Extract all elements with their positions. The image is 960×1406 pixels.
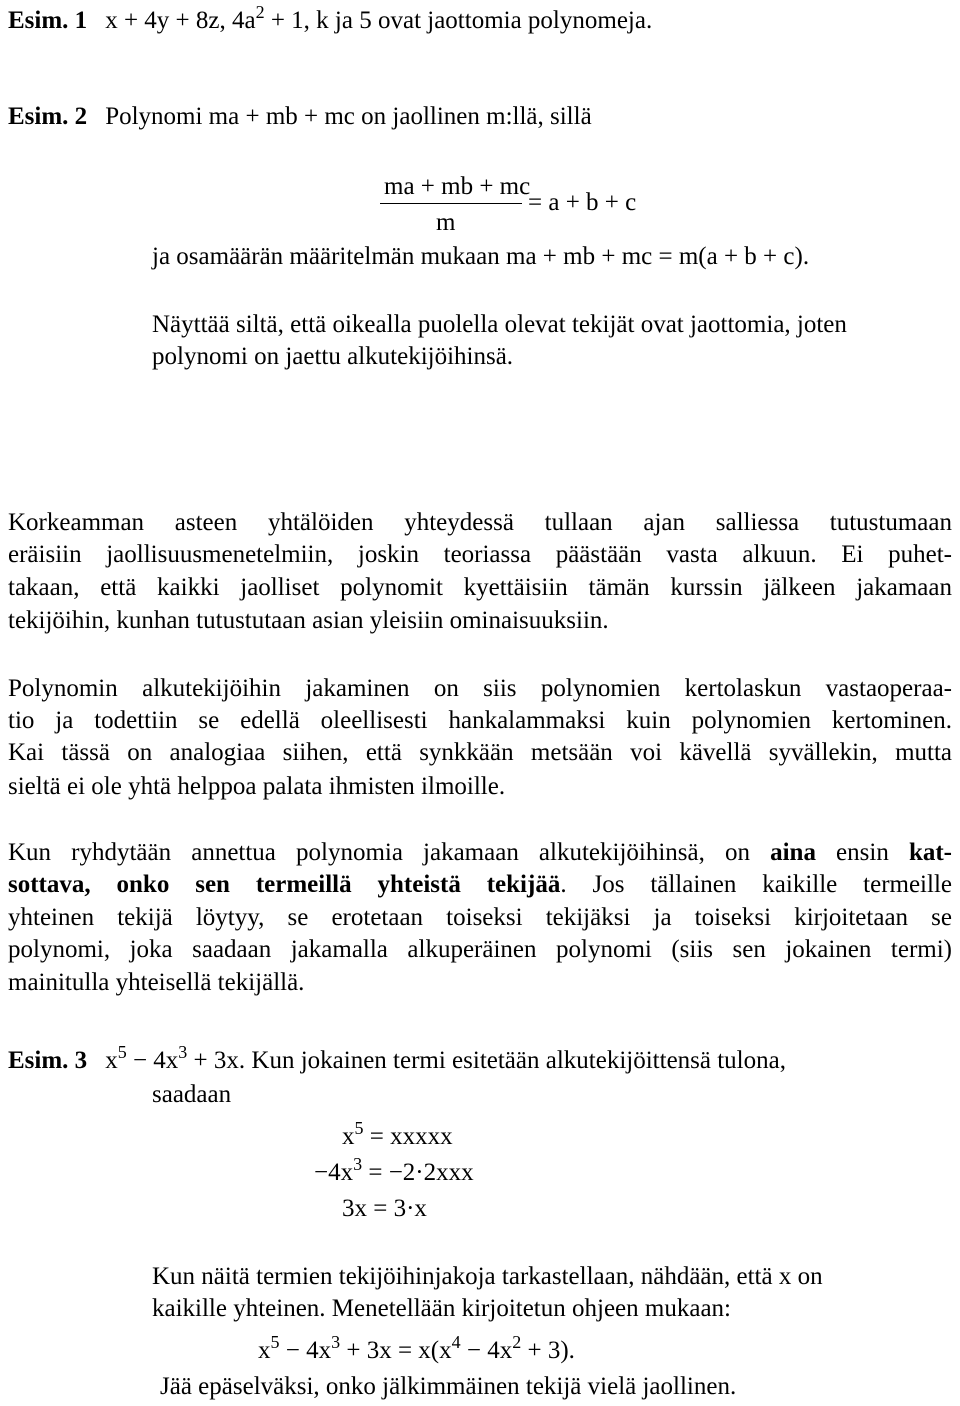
formula-part: = −2·2xxx <box>362 1159 474 1186</box>
formula-part: − 4x <box>126 1047 179 1074</box>
formula-part: + 3). <box>521 1337 575 1364</box>
example-3-label: Esim. 3 <box>8 1047 88 1074</box>
exponent: 2 <box>512 1332 522 1352</box>
example-3-saadaan: saadaan <box>152 1081 232 1108</box>
example-2-intro-text: Polynomi ma + mb + mc on jaollinen m:llä, sillä <box>105 103 592 130</box>
para-3-line-2 <box>8 870 952 900</box>
para-3-line-4: polynomi, joka saadaan jakamalla alkuperäinen polynomi (siis sen jokainen termi) <box>8 936 952 963</box>
fraction-numerator: ma + mb + mc <box>384 173 531 200</box>
para-3-bold: sottava, onko sen termeillä yhteistä tekijää <box>8 871 561 898</box>
para-1-line: Korkeamman asteen yhtälöiden yhteydessä tullaan ajan salliessa tutustumaan <box>8 509 952 536</box>
example-3-text: . Kun jokainen termi esitetään alkutekijöittensä tulona, <box>238 1047 786 1074</box>
example-1-label: Esim. 1 <box>8 7 88 34</box>
formula-part: + 3x <box>187 1047 239 1074</box>
exponent: 5 <box>117 1042 127 1062</box>
example-1 <box>8 2 653 37</box>
example-2-line-2: Näyttää siltä, että oikealla puolella olevat tekijät ovat jaottomia, joten <box>152 311 847 338</box>
example-2-line-3: polynomi on jaettu alkutekijöihinsä. <box>152 343 514 370</box>
formula-part: x <box>105 1047 118 1074</box>
fraction-rhs: = a + b + c <box>528 189 637 216</box>
formula-part: − 4x <box>460 1337 513 1364</box>
example-3-line-1 <box>8 1042 786 1077</box>
formula-part: x <box>258 1337 271 1364</box>
exponent: 5 <box>270 1332 280 1352</box>
example-2-label: Esim. 2 <box>8 103 88 130</box>
para-2-line: tio ja todettiin se edellä oleellisesti hankalammaksi kuin polynomien kertominen. <box>8 707 952 734</box>
exponent: 3 <box>353 1154 363 1174</box>
para-3-bold: kat- <box>908 839 952 866</box>
para-3-line-5: mainitulla yhteisellä tekijällä. <box>8 969 305 996</box>
exponent: 4 <box>451 1332 461 1352</box>
para-3-text: Kun ryhdytään annettua polynomia jakamaan alkutekijöihinsä, on <box>8 839 771 866</box>
exponent: 3 <box>178 1042 188 1062</box>
para-3-line-1 <box>8 838 952 868</box>
formula-part: −4x <box>314 1159 354 1186</box>
formula-part: + 3x = x(x <box>340 1337 452 1364</box>
exponent: 3 <box>331 1332 341 1352</box>
example-1-text-rest: + 1, k ja 5 ovat jaottomia polynomeja. <box>264 7 653 34</box>
example-1-text: x + 4y + 8z, 4a <box>105 7 256 34</box>
example-3-last: Jää epäselväksi, onko jälkimmäinen tekijä vielä jaollinen. <box>160 1373 737 1400</box>
para-3-bold: aina <box>770 839 816 866</box>
factor-row-2 <box>314 1154 474 1189</box>
para-1-line: takaan, että kaikki jaolliset polynomit kyettäisiin tämän kurssin jälkeen jakamaan <box>8 574 952 601</box>
para-3-text: ensin <box>815 839 909 866</box>
example-3-after-1: Kun näitä termien tekijöihinjakoja tarkastellaan, nähdään, että x on <box>152 1263 823 1290</box>
exponent: 5 <box>354 1118 364 1138</box>
factor-row-3: 3x = 3·x <box>342 1195 427 1222</box>
factor-row-1 <box>342 1118 453 1153</box>
para-1-line: eräisiin jaollisuusmenetelmiin, joskin teoriassa päästään vasta alkuun. Ei puhet- <box>8 541 952 568</box>
para-1-line: tekijöihin, kunhan tutustutaan asian yleisiin ominaisuuksiin. <box>8 607 609 634</box>
example-2-intro <box>8 102 592 132</box>
fraction-denominator: m <box>436 209 456 236</box>
para-3-line-3: yhteinen tekijä löytyy, se erotetaan toiseksi tekijäksi ja toiseksi kirjoitetaan se <box>8 904 952 931</box>
formula-part: x <box>342 1123 355 1150</box>
para-2-line: Polynomin alkutekijöihin jakaminen on siis polynomien kertolaskun vastaoperaa- <box>8 675 952 702</box>
fraction-bar <box>380 203 522 204</box>
formula-part: = xxxxx <box>363 1123 453 1150</box>
example-1-exponent: 2 <box>255 2 265 22</box>
example-3-after-2: kaikille yhteinen. Menetellään kirjoitetun ohjeen mukaan: <box>152 1295 731 1322</box>
example-2-line-1: ja osamäärän määritelmän mukaan ma + mb + mc = m(a + b + c). <box>152 243 810 270</box>
para-2-line: sieltä ei ole yhtä helppoa palata ihmisten ilmoille. <box>8 773 506 800</box>
para-3-text: . Jos tällainen kaikille termeille <box>560 871 952 898</box>
factored-formula <box>258 1332 575 1367</box>
para-2-line: Kai tässä on analogiaa siihen, että synkkään metsään voi kävellä syvällekin, mutta <box>8 739 952 766</box>
formula-part: − 4x <box>279 1337 332 1364</box>
